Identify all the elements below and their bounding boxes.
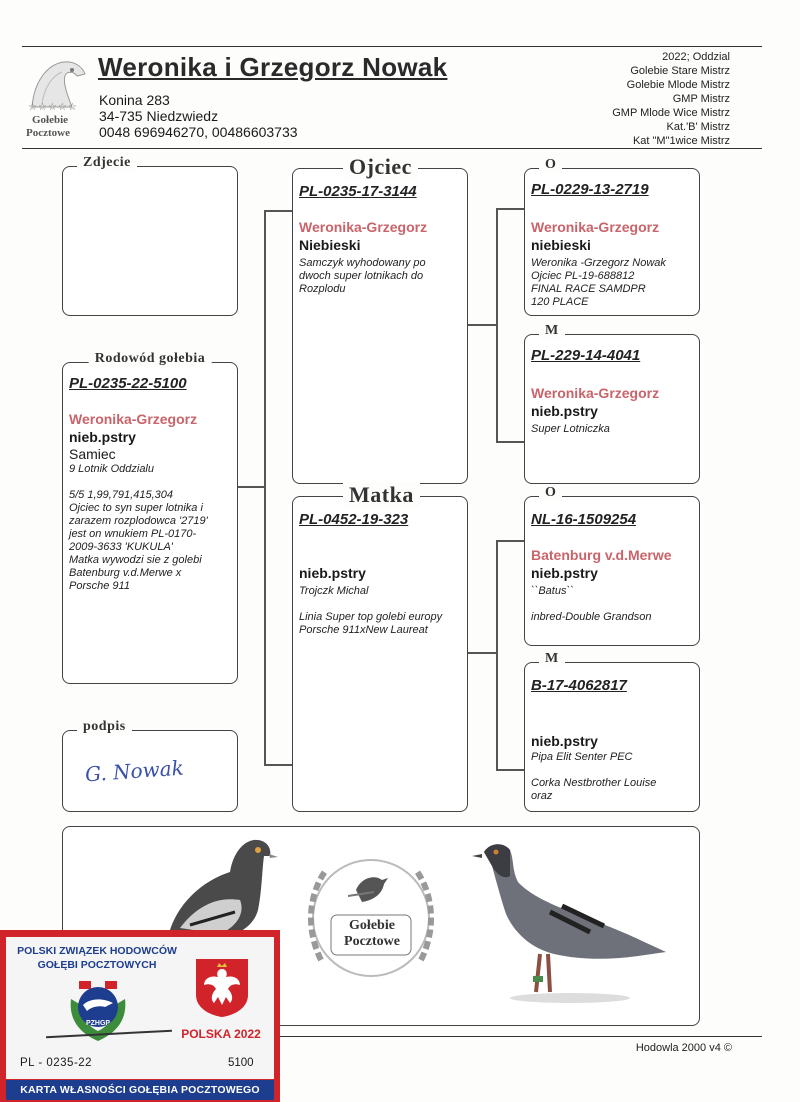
signature-box-title: podpis: [77, 719, 132, 735]
card-ring-number: 5100: [228, 1057, 254, 1069]
achievement-item: Kat.'B' Mistrz: [666, 121, 730, 133]
father-ring: PL-0235-17-3144: [299, 183, 417, 200]
top-rule: [22, 46, 762, 47]
note-line: ``Batus``: [531, 585, 574, 597]
ownership-card: [0, 930, 280, 1102]
achievement-item: Golebie Mlode Mistrz: [626, 79, 730, 91]
handwritten-signature: [84, 756, 184, 787]
center-logo-text-2: Pocztowe: [344, 934, 400, 949]
father-breeder: Weronika-Grzegorz: [299, 219, 428, 235]
header-bottom-rule: [22, 148, 762, 149]
connector: [467, 652, 496, 654]
note-line: 5/5 1,99,791,415,304: [69, 489, 173, 501]
connector: [496, 441, 524, 443]
mother-notes: [299, 585, 467, 637]
note-line: 120 PLACE: [531, 296, 589, 308]
pigeon-breeder: Weronika-Grzegorz: [69, 411, 198, 427]
address-line-1: Konina 283: [99, 92, 170, 108]
phone-numbers: 0048 696946270, 00486603733: [99, 124, 298, 140]
header-logo: [22, 52, 92, 140]
note-line: dwoch super lotnikach do: [299, 270, 424, 282]
connector: [467, 324, 496, 326]
connector: [264, 210, 292, 212]
note-line: Ojciec to syn super lotnika i: [69, 502, 203, 514]
fm-notes: [531, 423, 699, 436]
father-color: Niebieski: [299, 237, 361, 253]
breeder-name: Weronika i Grzegorz Nowak: [98, 52, 448, 82]
pigeon-sex: Samiec: [69, 446, 116, 462]
mf-color: nieb.pstry: [531, 565, 598, 581]
achievement-item: 2022; Oddzial: [662, 51, 730, 63]
pigeon-left-image: [150, 830, 280, 940]
note-line: Matka wywodzi sie z golebi: [69, 554, 202, 566]
mother-box-title: Matka: [343, 482, 420, 508]
signature-box: [62, 719, 238, 812]
note-line: Samczyk wyhodowany po: [299, 257, 426, 269]
note-line: oraz: [531, 790, 553, 802]
note-line: Weronika -Grzegorz Nowak: [531, 257, 666, 269]
achievements-list: [612, 50, 730, 148]
note-line: inbred-Double Grandson: [531, 611, 652, 623]
mf-breeder: Batenburg v.d.Merwe: [531, 547, 672, 563]
note-line: Pipa Elit Senter PEC: [531, 751, 633, 763]
address-line-2: 34-735 Niedzwiedz: [99, 108, 219, 124]
note-line: jest on wnukiem PL-0170-: [69, 528, 197, 540]
logo-text-2: Pocztowe: [26, 127, 70, 139]
connector: [496, 540, 524, 542]
ff-ring: PL-0229-13-2719: [531, 181, 649, 198]
maternal-grandmother-box: [524, 651, 700, 812]
mother-ring: PL-0452-19-323: [299, 511, 409, 528]
note-line: Corka Nestbrother Louise: [531, 777, 657, 789]
pigeon-color: nieb.pstry: [69, 429, 136, 445]
connector: [496, 540, 498, 770]
card-country-year: POLSKA 2022: [181, 1027, 261, 1041]
mm-color: nieb.pstry: [531, 733, 598, 749]
connector: [496, 208, 498, 442]
connector: [496, 769, 524, 771]
mm-notes: [531, 751, 699, 803]
logo-text-1: Gołebie: [32, 114, 69, 126]
note-line: Super Lotniczka: [531, 423, 610, 435]
ff-color: niebieski: [531, 237, 591, 253]
polish-eagle-emblem-icon: [192, 955, 252, 1019]
note-line: Linia Super top golebi europy: [299, 611, 443, 623]
note-line: 9 Lotnik Oddzialu: [69, 463, 154, 475]
box-title-m: M: [539, 651, 565, 667]
note-line: [69, 476, 237, 489]
achievement-item: GMP Mlode Wice Mistrz: [612, 107, 730, 119]
mother-box: [292, 482, 468, 812]
pigeon-ring: PL-0235-22-5100: [69, 375, 187, 392]
fm-ring: PL-229-14-4041: [531, 347, 641, 364]
achievement-item: GMP Mistrz: [672, 93, 730, 105]
signature-text: G. Nowak: [84, 755, 185, 787]
paternal-grandmother-box: [524, 323, 700, 484]
box-title-m: M: [539, 323, 565, 339]
fm-breeder: Weronika-Grzegorz: [531, 385, 660, 401]
card-ring-prefix: PL - 0235-22: [20, 1057, 93, 1069]
box-title-o: O: [539, 157, 562, 173]
pigeon-box-title: Rodowód gołebia: [89, 351, 212, 367]
father-notes: [299, 257, 467, 296]
note-line: [299, 598, 467, 611]
card-inner: [6, 937, 274, 1079]
note-line: zarazem rozplodowca '2719': [69, 515, 208, 527]
note-line: Rozplodu: [299, 283, 346, 295]
maternal-grandfather-box: [524, 485, 700, 646]
achievement-item: Kat "M"1wice Mistrz: [632, 135, 730, 147]
pigeon-notes: [69, 463, 237, 593]
father-box: [292, 154, 468, 484]
paternal-grandfather-box: [524, 157, 700, 316]
mm-ring: B-17-4062817: [531, 677, 627, 694]
note-line: Ojciec PL-19-688812: [531, 270, 635, 282]
box-title-o: O: [539, 485, 562, 501]
note-line: Batenburg v.d.Merwe x: [69, 567, 182, 579]
mf-notes: [531, 585, 699, 624]
card-caption: KARTA WŁASNOŚCI GOŁĘBIA POCZTOWEGO: [6, 1080, 274, 1100]
fm-color: nieb.pstry: [531, 403, 598, 419]
note-line: [531, 598, 699, 611]
note-line: Trojczk Michal: [299, 585, 369, 597]
pigeon-box: [62, 351, 238, 684]
connector: [238, 486, 264, 488]
note-line: FINAL RACE SAMDPR: [531, 283, 646, 295]
father-box-title: Ojciec: [343, 154, 418, 180]
pigeon-right-image: [470, 836, 670, 1006]
ff-breeder: Weronika-Grzegorz: [531, 219, 660, 235]
logo-stars: ☆☆☆☆☆: [28, 102, 78, 113]
achievement-item: Golebie Stare Mistrz: [630, 65, 730, 77]
note-line: Porsche 911xNew Laureat: [299, 624, 428, 636]
connector: [264, 764, 292, 766]
photo-box-title: Zdjecie: [77, 155, 137, 171]
software-credit: Hodowla 2000 v4 ©: [635, 1042, 732, 1054]
badge-label: PZHGP: [85, 1020, 111, 1027]
ff-notes: [531, 257, 699, 309]
connector: [496, 208, 524, 210]
center-logo-text-1: Gołebie: [349, 918, 395, 933]
mf-ring: NL-16-1509254: [531, 511, 637, 528]
note-line: 2009-3633 'KUKULA': [69, 541, 173, 553]
connector: [264, 210, 266, 765]
card-org-line-2: GOŁĘBI POCZTOWYCH: [37, 959, 157, 971]
mother-color: nieb.pstry: [299, 565, 366, 581]
note-line: [531, 764, 699, 777]
note-line: Porsche 911: [69, 580, 130, 592]
photo-box: [62, 155, 238, 316]
card-org-line-1: POLSKI ZWIĄZEK HODOWCÓW: [17, 945, 177, 957]
